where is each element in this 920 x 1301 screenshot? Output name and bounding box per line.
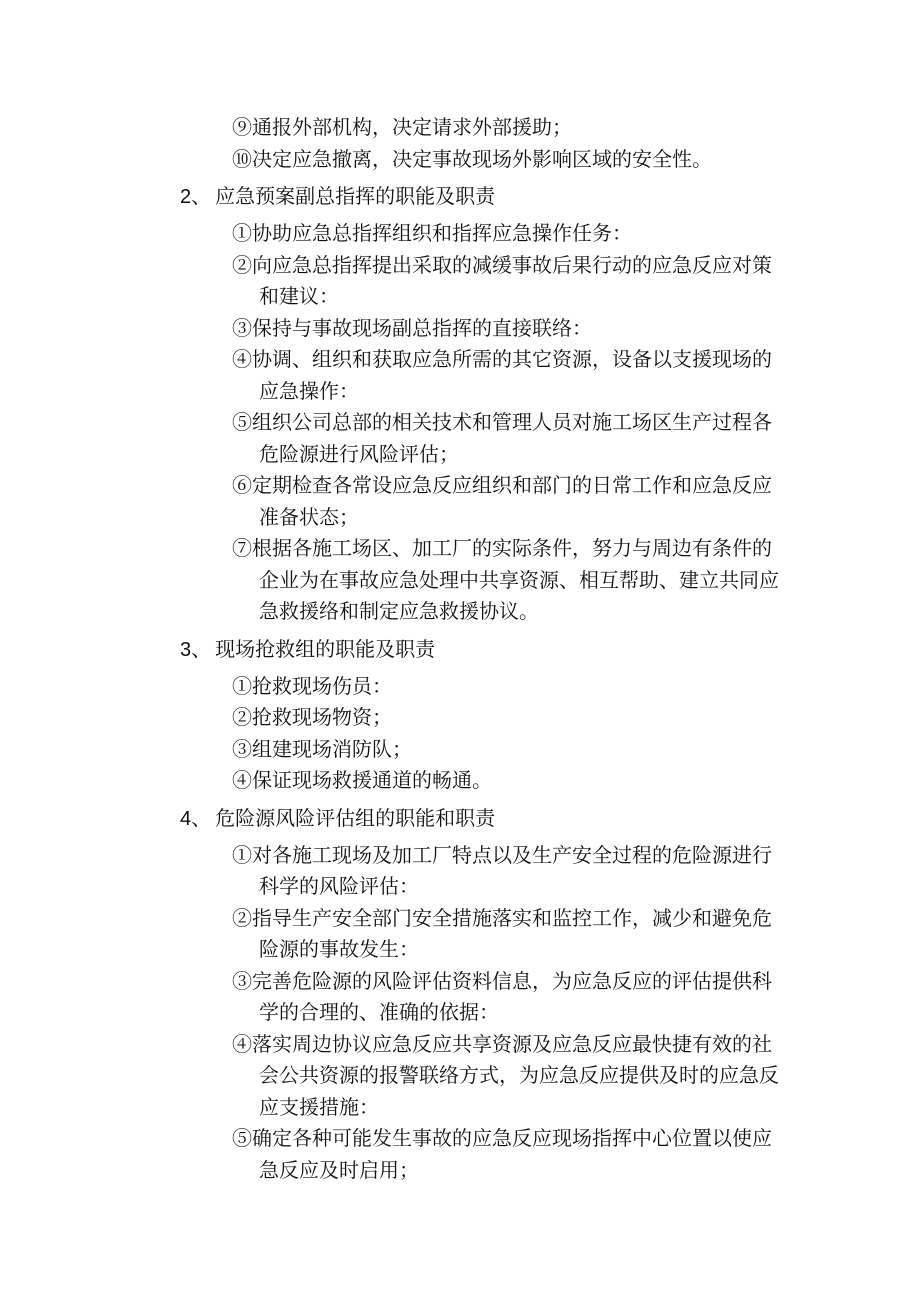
section-number: 4、	[180, 807, 212, 830]
list-item: ③完善危险源的风险评估资料信息，为应急反应的评估提供科学的合理的、准确的依据：	[232, 968, 772, 1024]
document-body	[0, 112, 920, 1186]
list-item: ⑤确定各种可能发生事故的应急反应现场指挥中心位置以使应急反应及时启用；	[232, 1126, 772, 1182]
list-item: ⑦根据各施工场区、加工厂的实际条件，努力与周边有条件的企业为在事故应急处理中共享资源、相互帮助、建立共同应急救援络和制定应急救援协议。	[232, 536, 779, 623]
section-title: 危险源风险评估组的职能和职责	[215, 805, 496, 830]
list-item: ④保证现场救援通道的畅通。	[232, 768, 492, 792]
section-title: 应急预案副总指挥的职能及职责	[215, 184, 496, 208]
list-item: ②指导生产安全部门安全措施落实和监控工作，减少和避免危险源的事故发生：	[232, 905, 772, 961]
list-item: ①协助应急总指挥组织和指挥应急操作任务：	[232, 221, 632, 245]
list-item: ④落实周边协议应急反应共享资源及应急反应最快捷有效的社会公共资源的报警联络方式，为应急反应提供及时的应急反应支援措施：	[232, 1031, 779, 1119]
section-heading	[180, 632, 920, 667]
list-item: ③保持与事故现场副总指挥的直接联络：	[232, 315, 592, 340]
section-number: 2、	[180, 186, 212, 208]
list-item: ⑥定期检查各常设应急反应组织和部门的日常工作和应急反应准备状态；	[232, 473, 772, 529]
section-number: 3、	[180, 638, 212, 661]
list-item: ②抢救现场物资；	[232, 705, 392, 729]
section-title: 现场抢救组的职能及职责	[215, 636, 436, 661]
list-item: ③组建现场消防队；	[232, 736, 412, 761]
section-heading	[180, 179, 920, 214]
list-item: ①抢救现场伤员：	[232, 673, 392, 698]
list-item: ④协调、组织和获取应急所需的其它资源，设备以支援现场的应急操作：	[232, 347, 772, 403]
list-item: ⑨通报外部机构，决定请求外部援助；	[232, 115, 572, 139]
list-item: ⑤组织公司总部的相关技术和管理人员对施工场区生产过程各危险源进行风险评估；	[232, 410, 772, 466]
section-heading	[180, 801, 920, 836]
list-item: ②向应急总指挥提出采取的减缓事故后果行动的应急反应对策和建议：	[232, 252, 772, 308]
list-item: ①对各施工现场及加工厂特点以及生产安全过程的危险源进行科学的风险评估：	[232, 842, 772, 898]
list-item: ⑩决定应急撤离，决定事故现场外影响区域的安全性。	[232, 146, 712, 171]
